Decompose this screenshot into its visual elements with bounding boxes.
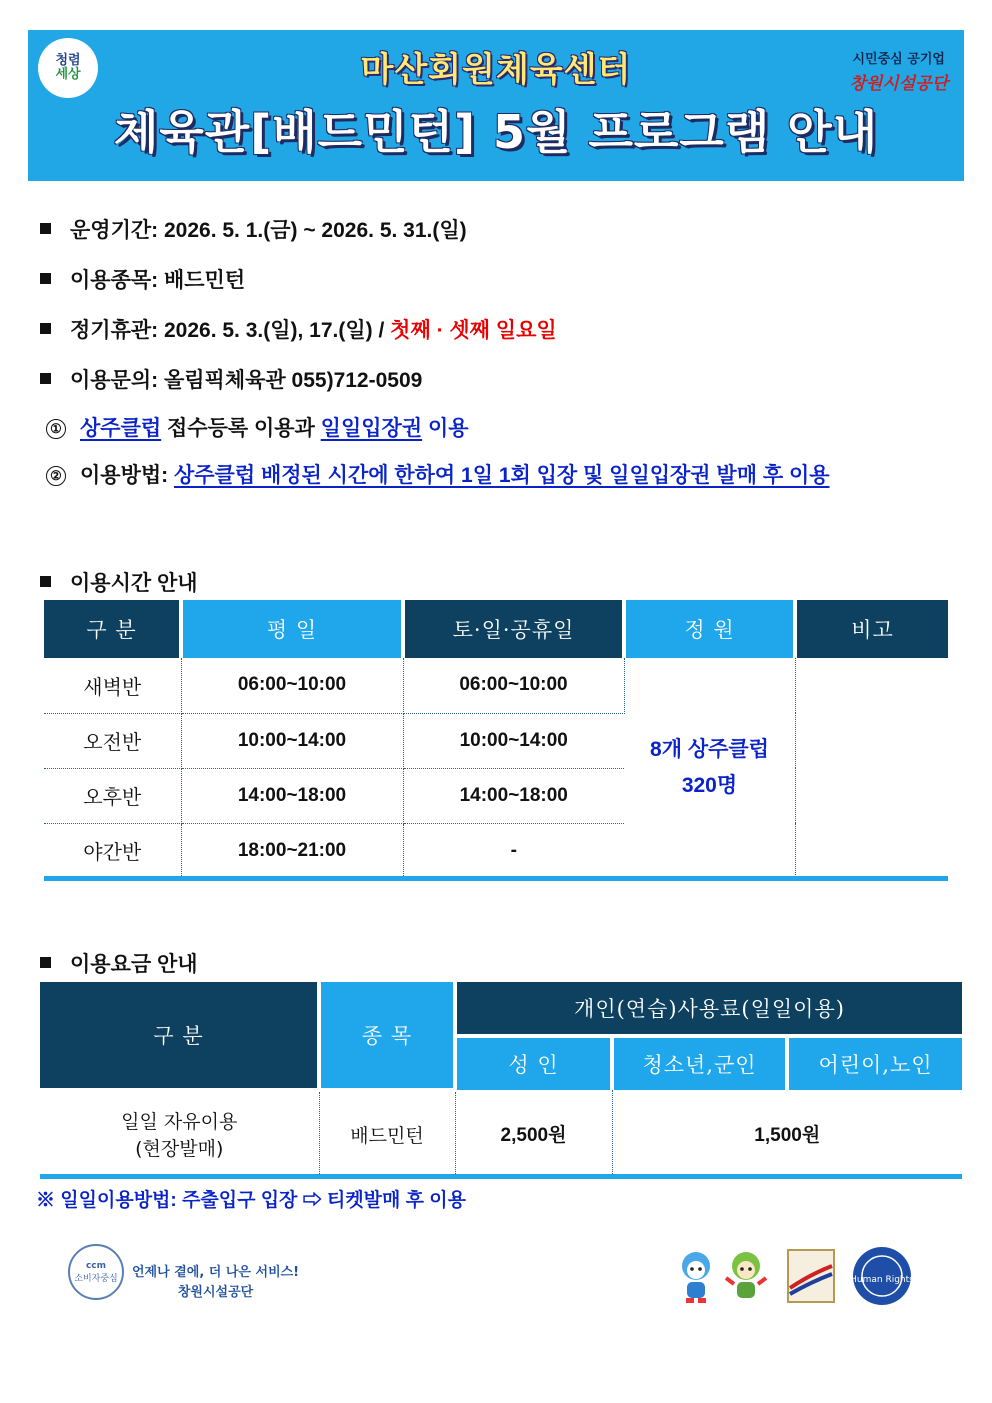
- capacity-clubs: 8개 상주클럽: [650, 738, 769, 761]
- sport-line: [40, 264, 245, 294]
- fees-header-group: 개인(연습)사용료(일일이용): [455, 982, 962, 1036]
- ccm-logo: [68, 1244, 124, 1300]
- bullet-square-icon: [40, 373, 51, 384]
- green-mascot-icon: [726, 1252, 766, 1298]
- slogan-line1: 언제나 곁에, 더 나은 서비스!: [132, 1265, 300, 1280]
- weekday-hours: 18:00~21:00: [181, 823, 403, 878]
- bullet-square-icon: [40, 957, 51, 968]
- agency-logo: [849, 48, 948, 94]
- capacity-people: 320명: [681, 774, 738, 797]
- capacity-cell: [624, 658, 795, 878]
- closed-label: 정기휴관:: [70, 319, 159, 342]
- fees-title-text: 이용요금 안내: [70, 953, 198, 976]
- fee-category-line2: (현장발매): [135, 1138, 224, 1160]
- session-name: 오전반: [44, 713, 181, 768]
- weekend-hours: 10:00~14:00: [403, 713, 624, 768]
- contact-line: [40, 364, 422, 394]
- fees-header-category: 구 분: [40, 982, 319, 1090]
- header-banner: [28, 30, 964, 181]
- table-row: [40, 1090, 962, 1176]
- period-line: [40, 214, 467, 244]
- daily-pass-text: 일일입장권: [320, 417, 423, 440]
- closed-value: 2026. 5. 3.(일), 17.(일) /: [163, 319, 385, 342]
- agency-slogan: 시민중심 공기업: [852, 52, 945, 67]
- usage-item-1: [46, 412, 469, 442]
- circled-number-2: ②: [46, 466, 66, 486]
- bullet-square-icon: [40, 576, 51, 587]
- weekend-hours: 14:00~18:00: [403, 768, 624, 823]
- header-remark: 비고: [795, 600, 948, 658]
- weekend-hours: -: [510, 839, 517, 861]
- schedule-table-bottom-rule: [44, 876, 948, 881]
- weekday-hours: 10:00~14:00: [181, 713, 403, 768]
- fees-header-item: 종 목: [319, 982, 455, 1090]
- header-category: 구 분: [44, 600, 181, 658]
- fees-header-child: 어린이,노인: [787, 1036, 962, 1090]
- fees-header-youth: 청소년,군인: [612, 1036, 787, 1090]
- fees-table-bottom-rule: [40, 1174, 962, 1179]
- slogan-line2: 창원시설공단: [177, 1285, 254, 1300]
- logo-left-line2: 세상: [55, 67, 81, 82]
- bullet-square-icon: [40, 273, 51, 284]
- sport-label: 이용종목:: [70, 269, 159, 292]
- agency-name: 창원시설공단: [849, 74, 948, 94]
- session-name: 야간반: [44, 823, 181, 878]
- usage-method-label: 이용방법:: [80, 464, 169, 487]
- fee-item: 배드민턴: [319, 1090, 455, 1176]
- schedule-title-text: 이용시간 안내: [70, 572, 198, 595]
- period-value: 2026. 5. 1.(금) ~ 2026. 5. 31.(일): [163, 219, 467, 242]
- bullet-square-icon: [40, 323, 51, 334]
- header-capacity: 정 원: [624, 600, 795, 658]
- schedule-table: [44, 600, 948, 879]
- fees-table: [40, 982, 962, 1176]
- fee-youth-child: 1,500원: [754, 1124, 821, 1146]
- schedule-header-row: [44, 600, 948, 658]
- daily-usage-note: ※ 일일이용방법: 주출입구 입장 ⇨ 티켓발매 후 이용: [36, 1190, 467, 1211]
- bullet-square-icon: [40, 223, 51, 234]
- closed-line: [40, 314, 557, 344]
- weekday-hours: 14:00~18:00: [181, 768, 403, 823]
- table-row: [44, 658, 948, 713]
- contact-value: 올림픽체육관 055)712-0509: [163, 369, 423, 392]
- period-label: 운영기간:: [70, 219, 159, 242]
- session-name: 오후반: [44, 768, 181, 823]
- fee-category-line1: 일일 자유이용: [121, 1111, 238, 1133]
- contact-label: 이용문의:: [70, 369, 159, 392]
- schedule-section-title: [40, 567, 198, 597]
- footer-logos: [676, 1244, 916, 1308]
- fees-header-row-1: [40, 982, 962, 1036]
- usage-method-value: 상주클럽 배정된 시간에 한하여 1일 1회 입장 및 일일입장권 발매 후 이용: [173, 464, 830, 487]
- footer-slogan: [132, 1263, 299, 1303]
- fees-section-title: [40, 948, 198, 978]
- blue-mascot-icon: [682, 1252, 710, 1303]
- usage-item-1-mid: 접수등록 이용과: [161, 417, 321, 440]
- weekday-hours: 06:00~10:00: [181, 658, 403, 713]
- program-title: 체육관[배드민턴] 5월 프로그램 안내: [113, 105, 879, 159]
- circled-number-1: ①: [46, 419, 66, 439]
- center-title: 마산회원체육센터: [360, 50, 632, 90]
- certification-mark-icon: [788, 1250, 834, 1302]
- human-rights-logo-icon: [850, 1247, 914, 1305]
- resident-club-text: 상주클럽: [80, 417, 162, 440]
- remark-cell: [795, 658, 948, 878]
- human-rights-text: Human Rights: [850, 1275, 914, 1285]
- ccm-logo-line2: 소비자중심: [74, 1273, 118, 1284]
- weekend-hours: 06:00~10:00: [403, 658, 624, 713]
- fee-category-cell: [40, 1090, 319, 1176]
- usage-item-1-end: 이용: [422, 417, 469, 440]
- session-name: 새벽반: [44, 658, 181, 713]
- sport-value: 배드민턴: [163, 269, 246, 292]
- fee-adult: 2,500원: [455, 1090, 612, 1176]
- usage-item-2: [46, 459, 830, 489]
- header-weekday: 평 일: [181, 600, 403, 658]
- header-weekend: 토·일·공휴일: [403, 600, 624, 658]
- logo-left-line1: 청렴: [55, 53, 81, 68]
- fees-header-adult: 성 인: [455, 1036, 612, 1090]
- ccm-logo-line1: ccm: [85, 1260, 107, 1271]
- closed-note: 첫째 · 셋째 일요일: [390, 319, 557, 342]
